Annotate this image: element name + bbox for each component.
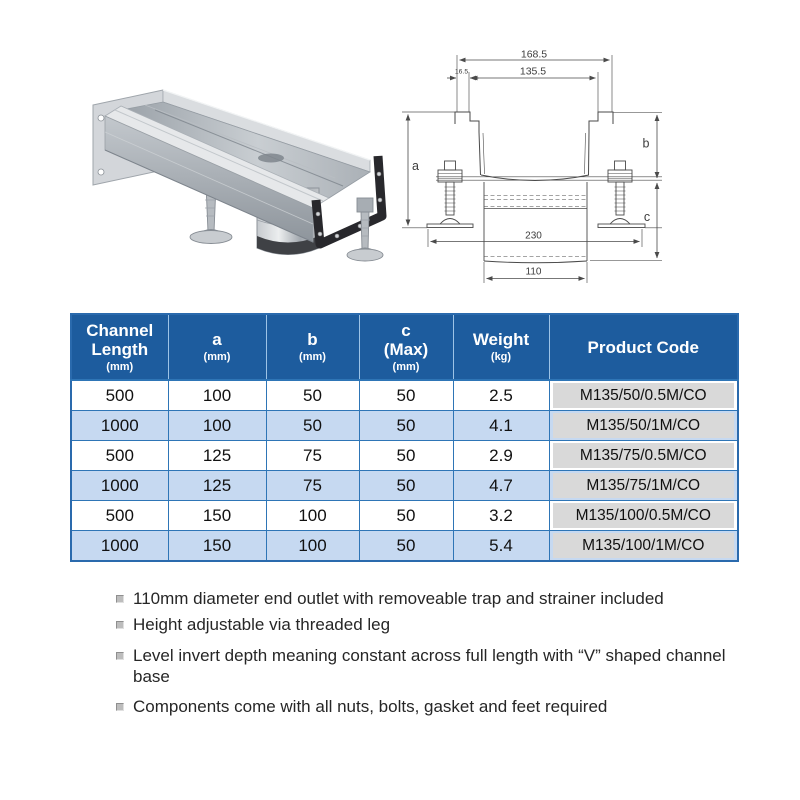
cell: 100 xyxy=(168,411,266,441)
header-unit: (mm) xyxy=(392,360,420,373)
header-unit: (mm) xyxy=(299,351,326,363)
cell: 50 xyxy=(359,531,453,562)
cell: 4.1 xyxy=(453,411,549,441)
table-row xyxy=(71,471,738,501)
header-unit: (kg) xyxy=(490,351,512,363)
header-unit: (mm) xyxy=(106,360,134,373)
product-code: M135/100/0.5M/CO xyxy=(553,503,735,528)
col-header-product-code xyxy=(549,314,738,380)
cell: 100 xyxy=(266,531,359,562)
dim-label-lip-offset: 16.5 xyxy=(454,68,469,76)
cell: 125 xyxy=(168,441,266,471)
cross-section-drawing xyxy=(392,32,792,297)
feature-text: 110mm diameter end outlet with removeable trap and strainer included xyxy=(133,589,664,608)
dim-label-c: c xyxy=(643,210,651,224)
cell: 1000 xyxy=(71,531,168,562)
cell: 50 xyxy=(359,441,453,471)
feature-item xyxy=(104,588,732,609)
header-row xyxy=(71,314,738,380)
product-code-cell xyxy=(549,411,738,441)
dim-label-b: b xyxy=(642,136,650,151)
cell: 2.9 xyxy=(453,441,549,471)
bullet-square-icon xyxy=(116,621,124,629)
feature-list xyxy=(104,588,732,717)
cell: 100 xyxy=(168,380,266,411)
feature-item xyxy=(104,696,732,717)
product-code-cell xyxy=(549,531,738,562)
product-code: M135/75/1M/CO xyxy=(553,473,735,498)
col-header-weight xyxy=(453,314,549,380)
cell: 100 xyxy=(266,501,359,531)
col-header-b xyxy=(266,314,359,380)
cell: 150 xyxy=(168,531,266,562)
header-title: a xyxy=(212,330,222,349)
product-code-cell xyxy=(549,471,738,501)
cell: 50 xyxy=(359,380,453,411)
product-code: M135/100/1M/CO xyxy=(553,533,735,558)
product-photo xyxy=(85,48,400,273)
cell: 50 xyxy=(266,411,359,441)
cell: 500 xyxy=(71,441,168,471)
cell: 4.7 xyxy=(453,471,549,501)
dim-label-a: a xyxy=(412,159,419,173)
cell: 50 xyxy=(359,411,453,441)
channel-drain-photo-illustration xyxy=(85,48,400,273)
header-title: c xyxy=(401,320,411,340)
dim-label-outlet-diameter: 110 xyxy=(525,266,542,278)
cell: 1000 xyxy=(71,471,168,501)
table-row xyxy=(71,501,738,531)
cell: 150 xyxy=(168,501,266,531)
bullet-square-icon xyxy=(116,652,124,660)
table-row xyxy=(71,531,738,562)
cell: 2.5 xyxy=(453,380,549,411)
table-row xyxy=(71,380,738,411)
spec-table xyxy=(70,313,739,562)
table-row xyxy=(71,411,738,441)
col-header-c-max xyxy=(359,314,453,380)
cell: 500 xyxy=(71,380,168,411)
cell: 125 xyxy=(168,471,266,501)
product-code: M135/50/1M/CO xyxy=(553,413,735,438)
cell: 50 xyxy=(359,471,453,501)
product-code-cell xyxy=(549,441,738,471)
table-row xyxy=(71,441,738,471)
col-header-a xyxy=(168,314,266,380)
dim-label-overall-width: 168.5 xyxy=(520,48,548,61)
product-code: M135/50/0.5M/CO xyxy=(553,383,735,408)
cell: 1000 xyxy=(71,411,168,441)
header-title: Weight xyxy=(472,330,530,349)
cell: 50 xyxy=(359,501,453,531)
cell: 75 xyxy=(266,471,359,501)
bullet-square-icon xyxy=(116,595,124,603)
feature-text: Level invert depth meaning constant across full length with “V” shaped channel base xyxy=(133,646,726,686)
feature-item xyxy=(104,614,732,635)
cell: 3.2 xyxy=(453,501,549,531)
col-header-channel-length xyxy=(71,314,168,380)
feature-text: Height adjustable via threaded leg xyxy=(133,615,391,634)
header-title: b xyxy=(307,330,318,349)
bullet-square-icon xyxy=(116,703,124,711)
header-title: Product Code xyxy=(587,337,699,357)
dim-label-base-span: 230 xyxy=(525,230,542,242)
feature-item xyxy=(104,645,732,687)
product-code-cell xyxy=(549,501,738,531)
cell: 500 xyxy=(71,501,168,531)
header-title: Channel Length xyxy=(86,320,154,359)
product-code-cell xyxy=(549,380,738,411)
product-code: M135/75/0.5M/CO xyxy=(553,443,735,468)
cell: 75 xyxy=(266,441,359,471)
technical-diagram xyxy=(392,32,792,297)
cell: 50 xyxy=(266,380,359,411)
dim-label-inner-width: 135.5 xyxy=(519,65,547,78)
header-sub: (Max) xyxy=(383,339,429,359)
header-unit: (mm) xyxy=(203,351,231,363)
feature-text: Components come with all nuts, bolts, gasket and feet required xyxy=(133,697,608,716)
cell: 5.4 xyxy=(453,531,549,562)
